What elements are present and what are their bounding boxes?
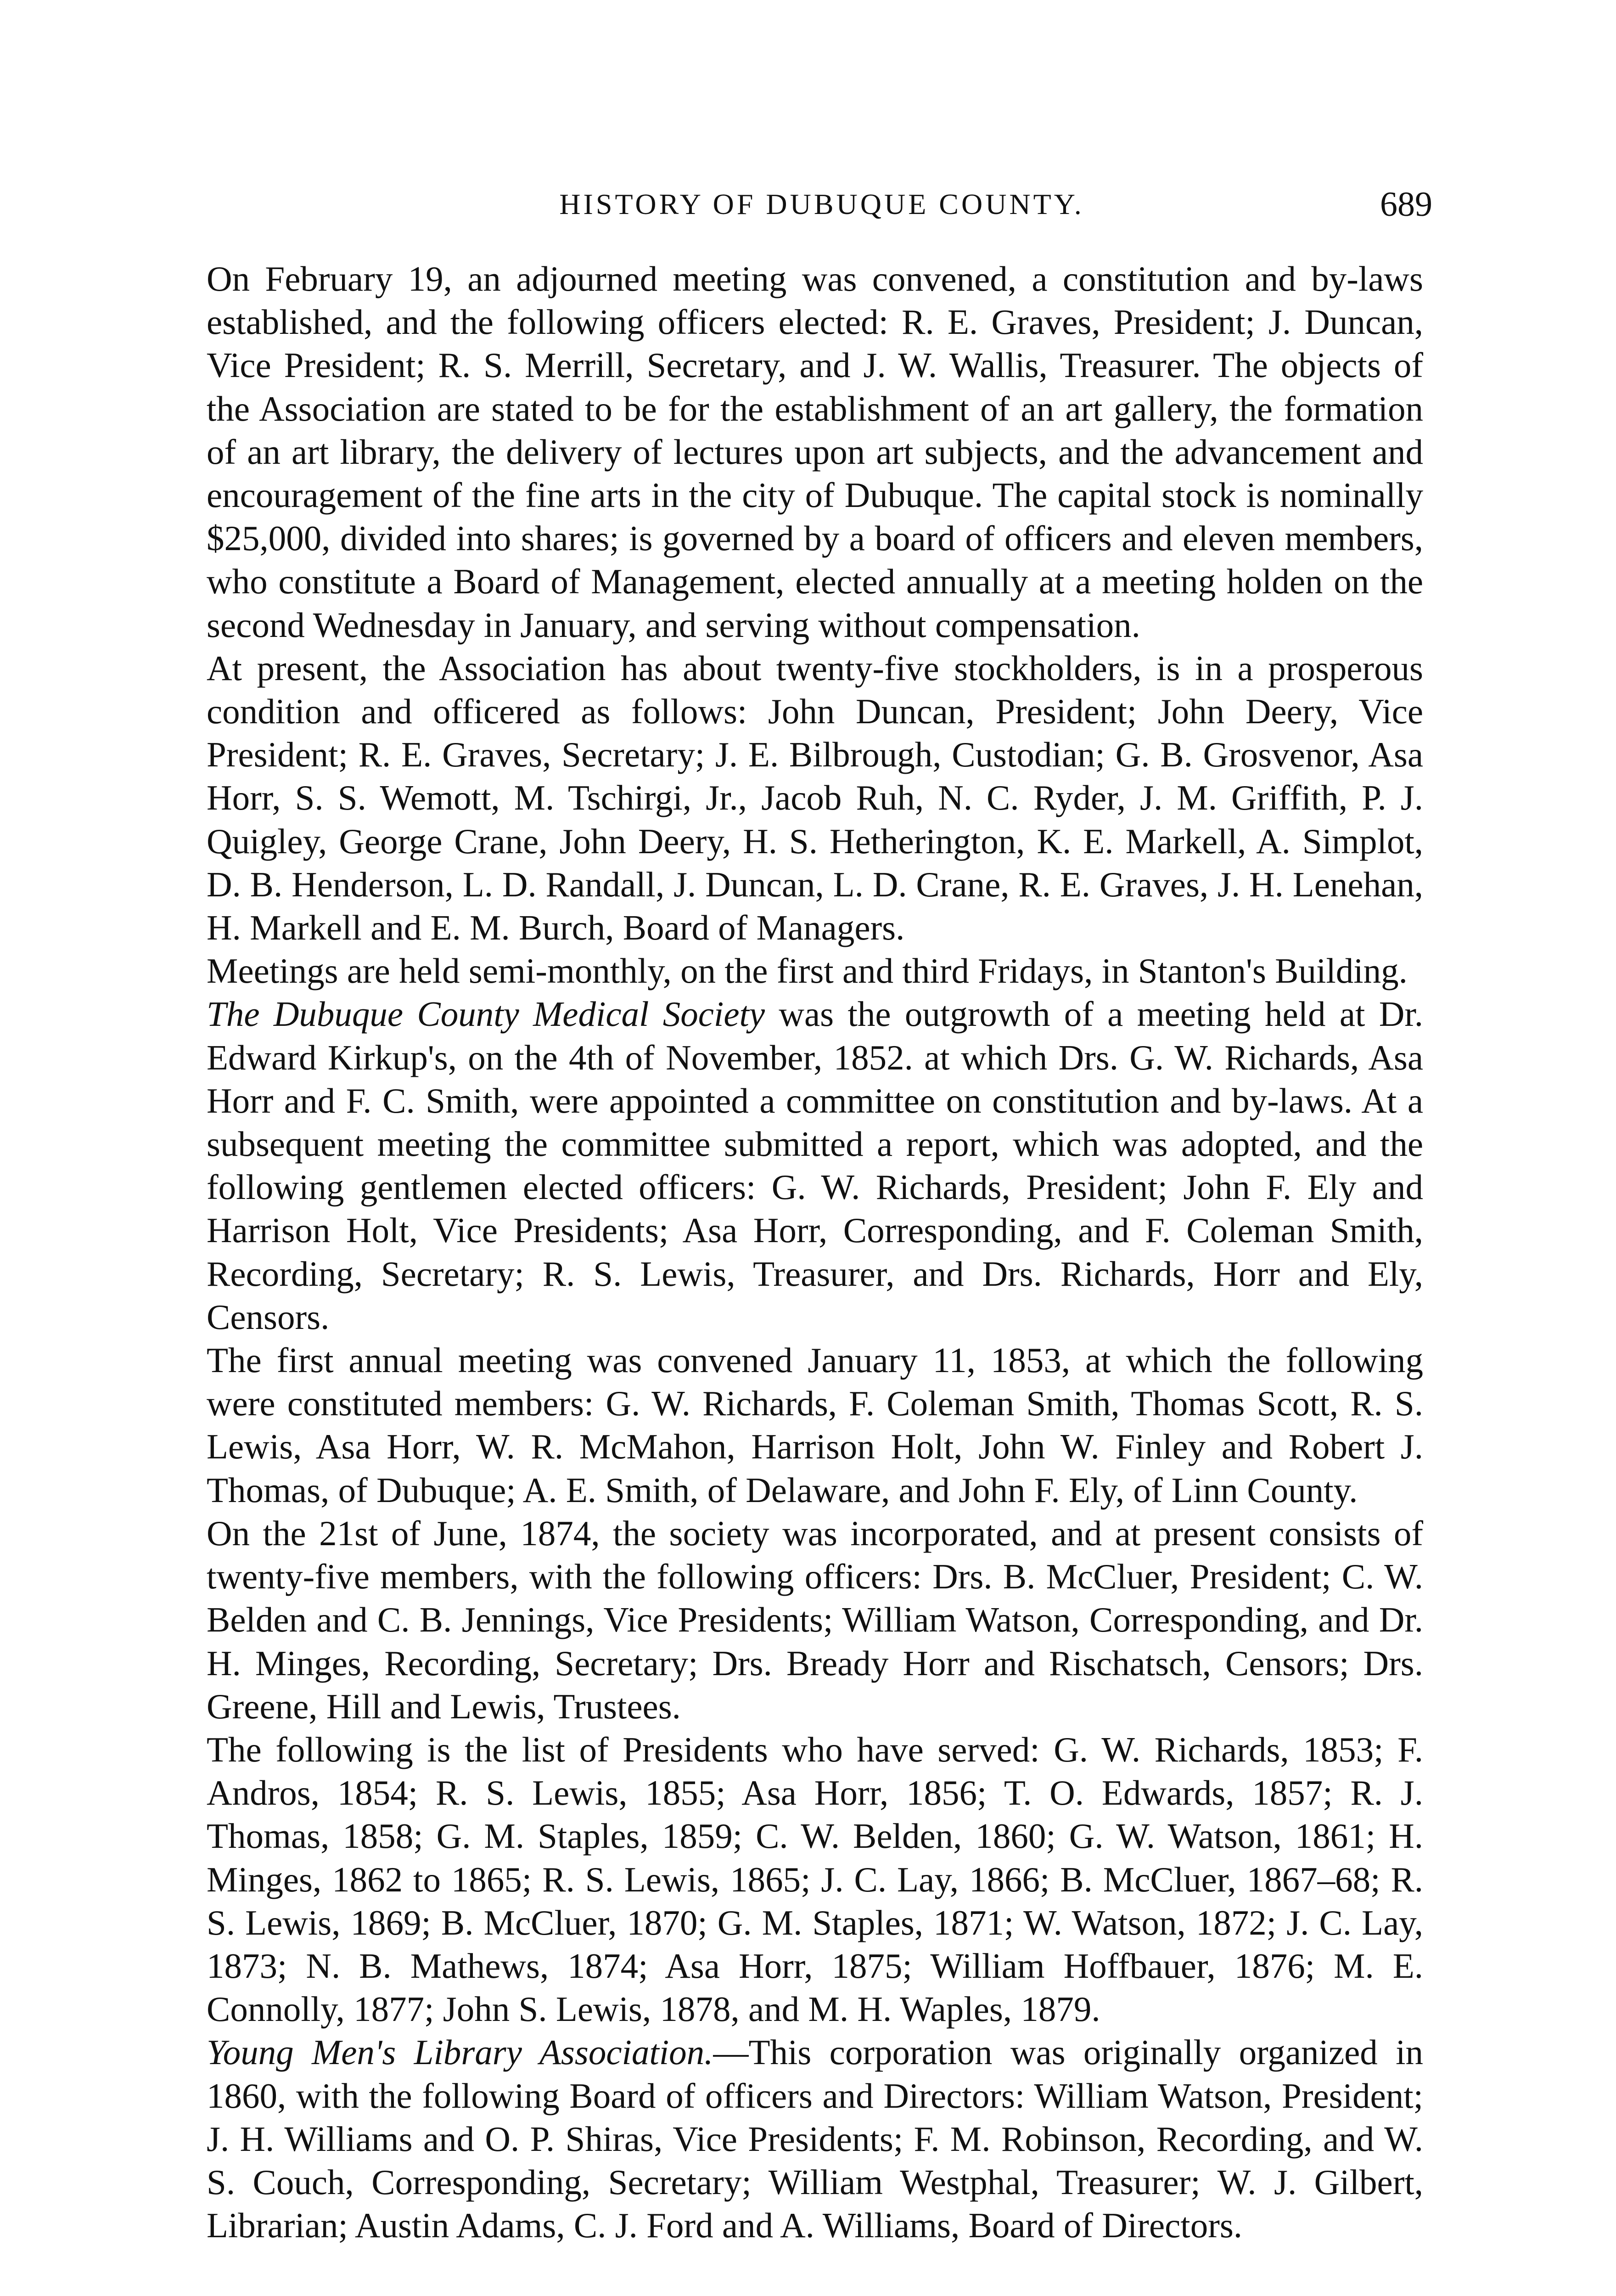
body-text [207,257,1423,2247]
library-association-heading: Young Men's Library Association. [207,2032,713,2072]
paragraph-first-annual-meeting: The first annual meeting was convened January 11, 1853, at which the following were constituted members: G. W. Richards, F. Coleman Smith, Thomas Scott, R. S. Lewis, Asa Horr, W. R. McMahon, Harrison Holt, John W. Finley and Robert J. Thomas, of Dubuque; A. E. Smith, of Delaware, and John F. Ely, of Linn County. [207,1340,1423,1510]
medical-society-heading: The Dubuque County Medical Society [207,994,765,1034]
paragraph-library-association: Young Men's Library Association.—This corporation was originally organized in 1860, with the following Board of officers and Directors: William Watson, President; J. H. Williams and O. P. Shiras, Vice Presidents; F. M. Robinson, Recording, and W. S. Couch, Corresponding, Secretary; William Westphal, Treasurer; W. J. Gilbert, Librarian; Austin Adams, C. J. Ford and A. Williams, Board of Directors. [207,2032,1423,2245]
paragraph-presidents-list: The following is the list of Presidents who have served: G. W. Richards, 1853; F. Andros, 1854; R. S. Lewis, 1855; Asa Horr, 1856; T. O. Edwards, 1857; R. J. Thomas, 1858; G. M. Staples, 1859; C. W. Belden, 1860; G. W. Watson, 1861; H. Minges, 1862 to 1865; R. S. Lewis, 1865; J. C. Lay, 1866; B. McCluer, 1867–68; R. S. Lewis, 1869; B. McCluer, 1870; G. M. Staples, 1871; W. Watson, 1872; J. C. Lay, 1873; N. B. Mathews, 1874; Asa Horr, 1875; William Hoffbauer, 1876; M. E. Connolly, 1877; John S. Lewis, 1878, and M. H. Waples, 1879. [207,1729,1423,2029]
page-header [211,184,1432,225]
running-head: HISTORY OF DUBUQUE COUNTY. [559,188,1084,220]
paragraph-art-association-officers: At present, the Association has about twenty-five stockholders, is in a prosperous condition and officered as follows: John Duncan, President; John Deery, Vice President; R. E. Graves, Secretary; J. E. Bilbrough, Custodian; G. B. Grosvenor, Asa Horr, S. S. Wemott, M. Tschirgi, Jr., Jacob Ruh, N. C. Ryder, J. M. Griffith, P. J. Quigley, George Crane, John Deery, H. S. Hetherington, K. E. Markell, A. Simplot, D. B. Henderson, L. D. Randall, J. Duncan, L. D. Crane, R. E. Graves, J. H. Lenehan, H. Markell and E. M. Burch, Board of Managers. [207,648,1423,948]
paragraph-medical-society-origin: The Dubuque County Medical Society was the outgrowth of a meeting held at Dr. Edward Kirkup's, on the 4th of November, 1852. at which Drs. G. W. Richards, Asa Horr and F. C. Smith, were appointed a committee on constitution and by-laws. At a subsequent meeting the committee submitted a report, which was adopted, and the following gentlemen elected officers: G. W. Richards, President; John F. Ely and Harrison Holt, Vice Presidents; Asa Horr, Corresponding, and F. Coleman Smith, Recording, Secretary; R. S. Lewis, Treasurer, and Drs. Richards, Horr and Ely, Censors. [207,994,1424,1337]
page-number: 689 [1380,185,1432,224]
paragraph-incorporation: On the 21st of June, 1874, the society was incorporated, and at present consists of twenty-five members, with the following officers: Drs. B. McCluer, President; C. W. Belden and C. B. Jennings, Vice Presidents; William Watson, Corresponding, and Dr. H. Minges, Recording, Secretary; Drs. Bready Horr and Rischatsch, Censors; Drs. Greene, Hill and Lewis, Trustees. [207,1513,1423,1726]
paragraph-meetings: Meetings are held semi-monthly, on the first and third Fridays, in Stanton's Building. [207,951,1408,991]
paragraph-art-association-organization: On February 19, an adjourned meeting was convened, a constitution and by-laws established, and the following officers elected: R. E. Graves, President; J. Duncan, Vice President; R. S. Merrill, Secretary, and J. W. Wallis, Treasurer. The objects of the Association are stated to be for the establishment of an art gallery, the formation of an art library, the delivery of lectures upon art subjects, and the advancement and encouragement of the fine arts in the city of Dubuque. The capital stock is nominally $25,000, divided into shares; is governed by a board of officers and eleven members, who constitute a Board of Management, elected annually at a meeting holden on the second Wednesday in January, and serving without compensation. [207,259,1423,645]
